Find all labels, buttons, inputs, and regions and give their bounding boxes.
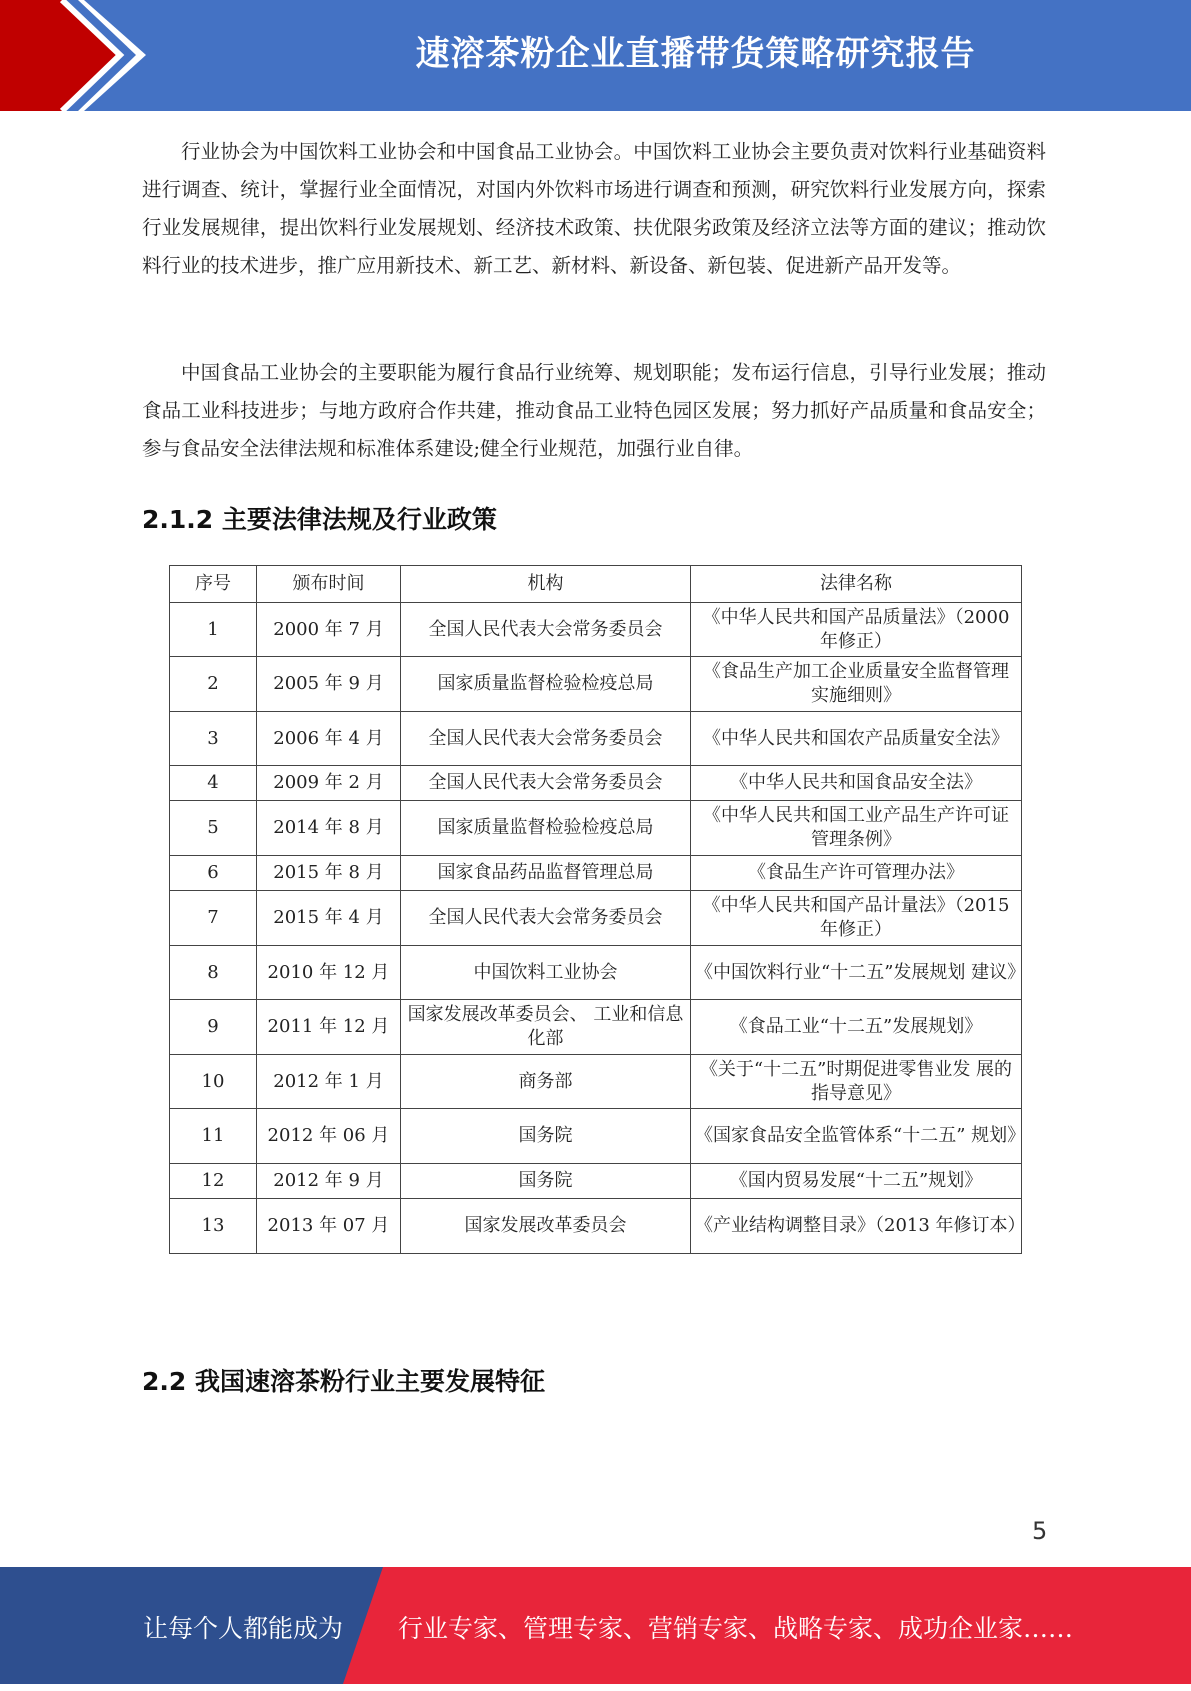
cell-index: 2 <box>170 657 257 712</box>
laws-table <box>169 565 1026 1254</box>
cell-law-name: 《国内贸易发展“十二五”规划》 <box>691 1164 1022 1199</box>
cell-index: 10 <box>170 1055 257 1109</box>
cell-index: 11 <box>170 1109 257 1164</box>
cell-date: 2012 年 9 月 <box>257 1164 401 1199</box>
section-heading-2-2: 2.2 我国速溶茶粉行业主要发展特征 <box>142 1367 545 1396</box>
cell-date: 2012 年 06 月 <box>257 1109 401 1164</box>
table-row <box>170 657 1022 712</box>
cell-agency: 全国人民代表大会常务委员会 <box>401 891 691 946</box>
cell-agency: 国家质量监督检验检疫总局 <box>401 801 691 856</box>
cell-law-name: 《中华人民共和国农产品质量安全法》 <box>691 712 1022 766</box>
cell-date: 2010 年 12 月 <box>257 946 401 1000</box>
table-row <box>170 1164 1022 1199</box>
table-row <box>170 801 1022 856</box>
cell-law-name: 《国家食品安全监管体系“十二五” 规划》 <box>691 1109 1022 1164</box>
cell-agency: 国家食品药品监督管理总局 <box>401 856 691 891</box>
cell-agency: 中国饮料工业协会 <box>401 946 691 1000</box>
report-title: 速溶茶粉企业直播带货策略研究报告 <box>415 34 976 74</box>
header-index: 序号 <box>170 566 257 603</box>
cell-index: 12 <box>170 1164 257 1199</box>
cell-agency: 国家发展改革委员会 <box>401 1199 691 1254</box>
cell-law-name: 《食品生产许可管理办法》 <box>691 856 1022 891</box>
cell-date: 2015 年 8 月 <box>257 856 401 891</box>
table-row <box>170 766 1022 801</box>
table-row <box>170 1055 1022 1109</box>
cell-law-name: 《产业结构调整目录》（2013 年修订本） <box>691 1199 1022 1254</box>
paragraph-industry-associations: 行业协会为中国饮料工业协会和中国食品工业协会。中国饮料工业协会主要负责对饮料行业基础资料进行调查、统计，掌握行业全面情况，对国内外饮料市场进行调查和预测，研究饮料行业发展方向，探索行业发展规律，提出饮料行业发展规划、经济技术政策、扶优限劣政策及经济立法等方面的建议；推动饮料行业的技术进步，推广应用新技术、新工艺、新材料、新设备、新包装、促进新产品开发等。 <box>142 140 1046 277</box>
table-header-row <box>170 566 1022 603</box>
cell-agency: 全国人民代表大会常务委员会 <box>401 712 691 766</box>
cell-law-name: 《食品工业“十二五”发展规划》 <box>691 1000 1022 1055</box>
header-law-name: 法律名称 <box>691 566 1022 603</box>
cell-agency: 全国人民代表大会常务委员会 <box>401 603 691 657</box>
cell-law-name: 《中华人民共和国食品安全法》 <box>691 766 1022 801</box>
cell-agency: 国务院 <box>401 1109 691 1164</box>
cell-date: 2005 年 9 月 <box>257 657 401 712</box>
page-header <box>0 0 1191 111</box>
header-agency: 机构 <box>401 566 691 603</box>
page-number: 5 <box>1032 1517 1048 1545</box>
table-row <box>170 603 1022 657</box>
table-row <box>170 946 1022 1000</box>
paragraph-food-association: 中国食品工业协会的主要职能为履行食品行业统筹、规划职能；发布运行信息，引导行业发展；推动食品工业科技进步；与地方政府合作共建，推动食品工业特色园区发展；努力抓好产品质量和食品安全；参与食品安全法律法规和标准体系建设;健全行业规范，加强行业自律。 <box>142 361 1046 460</box>
cell-date: 2000 年 7 月 <box>257 603 401 657</box>
cell-law-name: 《关于“十二五”时期促进零售业发 展的指导意见》 <box>691 1055 1022 1109</box>
cell-index: 6 <box>170 856 257 891</box>
cell-date: 2013 年 07 月 <box>257 1199 401 1254</box>
cell-agency: 全国人民代表大会常务委员会 <box>401 766 691 801</box>
cell-agency: 国家发展改革委员会、 工业和信息化部 <box>401 1000 691 1055</box>
cell-law-name: 《中国饮料行业“十二五”发展规划 建议》 <box>691 946 1022 1000</box>
table-row <box>170 891 1022 946</box>
cell-law-name: 《中华人民共和国工业产品生产许可证管理条例》 <box>691 801 1022 856</box>
cell-index: 5 <box>170 801 257 856</box>
cell-law-name: 《食品生产加工企业质量安全监督管理实施细则》 <box>691 657 1022 712</box>
table-row <box>170 712 1022 766</box>
cell-date: 2014 年 8 月 <box>257 801 401 856</box>
cell-date: 2012 年 1 月 <box>257 1055 401 1109</box>
table-row <box>170 1000 1022 1055</box>
section-heading-2-1-2: 2.1.2 主要法律法规及行业政策 <box>142 505 497 534</box>
cell-agency: 国家质量监督检验检疫总局 <box>401 657 691 712</box>
cell-date: 2006 年 4 月 <box>257 712 401 766</box>
cell-index: 1 <box>170 603 257 657</box>
cell-agency: 商务部 <box>401 1055 691 1109</box>
cell-law-name: 《中华人民共和国产品计量法》（2015 年修正） <box>691 891 1022 946</box>
footer-slogan-left: 让每个人都能成为 <box>143 1614 344 1643</box>
table-row <box>170 1199 1022 1254</box>
cell-date: 2011 年 12 月 <box>257 1000 401 1055</box>
cell-agency: 国务院 <box>401 1164 691 1199</box>
page-footer <box>0 1567 1191 1684</box>
cell-index: 7 <box>170 891 257 946</box>
cell-index: 13 <box>170 1199 257 1254</box>
cell-date: 2015 年 4 月 <box>257 891 401 946</box>
table-row <box>170 1109 1022 1164</box>
table-row <box>170 856 1022 891</box>
cell-law-name: 《中华人民共和国产品质量法》（2000 年修正） <box>691 603 1022 657</box>
cell-date: 2009 年 2 月 <box>257 766 401 801</box>
cell-index: 4 <box>170 766 257 801</box>
header-date: 颁布时间 <box>257 566 401 603</box>
cell-index: 8 <box>170 946 257 1000</box>
footer-slogan-right: 行业专家、管理专家、营销专家、战略专家、成功企业家…… <box>398 1614 1074 1643</box>
cell-index: 3 <box>170 712 257 766</box>
cell-index: 9 <box>170 1000 257 1055</box>
